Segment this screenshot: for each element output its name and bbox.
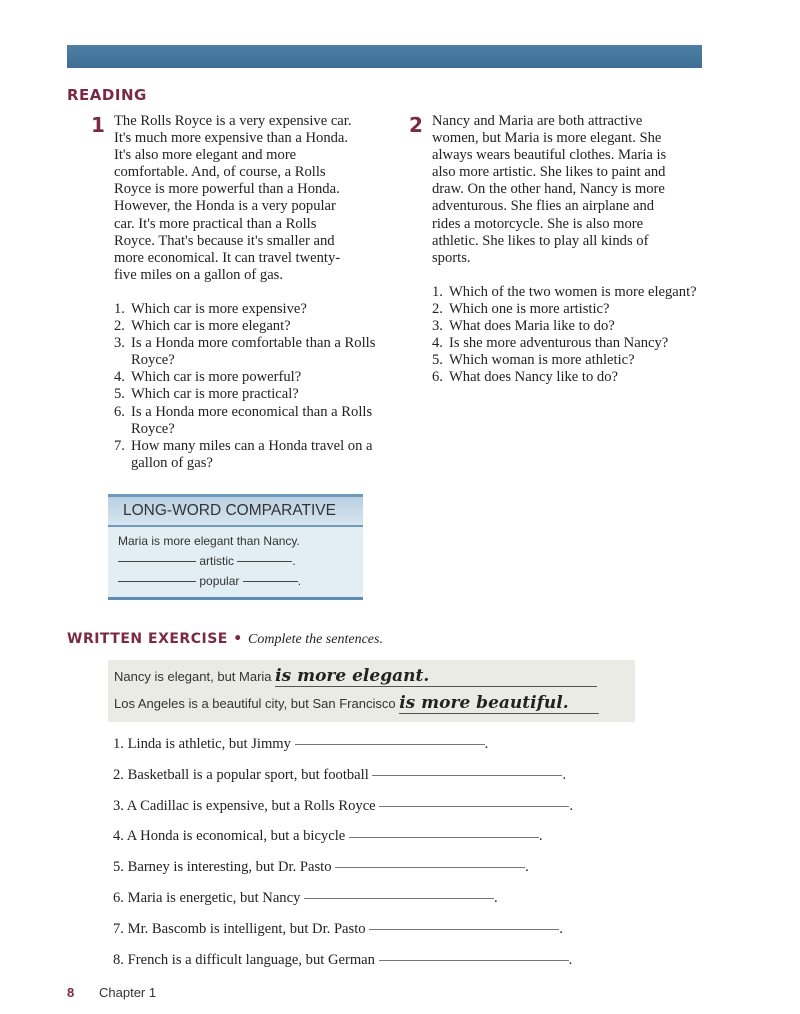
period: . [562, 766, 567, 783]
passage-line: Nancy and Maria are both attractive [432, 113, 643, 129]
exercise-item [113, 828, 573, 859]
passage-line: women, but Maria is more elegant. She [432, 130, 662, 147]
question-text: Which car is more powerful? [131, 369, 302, 386]
question-item [432, 318, 702, 335]
bullet: • [233, 631, 243, 647]
instruction: Complete the sentences. [248, 632, 383, 647]
page-number: 8 [67, 985, 75, 1000]
item-text: A Cadillac is expensive, but a Rolls Royce [126, 797, 376, 814]
item-text: A Honda is economical, but a bicycle [126, 828, 346, 845]
passage-line: rides a motorcycle. She is also more [432, 215, 644, 232]
period: . [494, 889, 498, 906]
written-exercise-heading [67, 631, 383, 648]
passage-1-questions [114, 301, 394, 472]
item-number: 1. [113, 736, 124, 752]
item-text: Barney is interesting, but Dr. Pasto [127, 859, 332, 876]
question-number: 7. [114, 437, 125, 454]
question-number: 2. [432, 300, 443, 317]
passage-line: However, the Honda is a very popular [114, 198, 336, 215]
exercise-item [113, 890, 573, 921]
question-number: 2. [114, 318, 125, 335]
passage-line: Royce. That's because it's smaller and [114, 232, 335, 249]
exercise-item [113, 798, 573, 829]
question-item [114, 318, 394, 335]
question-number: 3. [432, 318, 443, 335]
passage-2-questions [432, 284, 702, 387]
passage-line: draw. On the other hand, Nancy is more [432, 181, 665, 198]
example-box [108, 660, 635, 722]
question-text: Which of the two women is more elegant? [449, 283, 697, 300]
item-number: 8. [113, 951, 124, 968]
passage-line: adventurous. She flies an airplane and [432, 198, 655, 215]
item-number: 5. [113, 859, 124, 876]
passage-line: always wears beautiful clothes. Maria is [432, 147, 667, 164]
question-text: Which car is more elegant? [131, 318, 291, 335]
exercise-item [113, 921, 573, 952]
question-item [114, 438, 394, 472]
passage-1-number: 1 [91, 113, 105, 137]
question-item [432, 352, 702, 369]
passage-line: athletic. She likes to play all kinds of [432, 232, 649, 249]
question-item [114, 301, 394, 318]
answer-blank[interactable] [369, 929, 559, 930]
question-number: 5. [432, 352, 443, 369]
passage-1 [114, 113, 394, 472]
question-number: 3. [114, 335, 125, 352]
question-number: 4. [114, 369, 125, 386]
period: . [568, 951, 573, 968]
question-text: Which car is more practical? [131, 386, 299, 403]
box-example: Maria is more elegant than Nancy. [118, 534, 300, 548]
answer-blank[interactable] [379, 960, 569, 961]
item-text: Mr. Bascomb is intelligent, but Dr. Pasto [127, 920, 366, 937]
exercise-items [113, 736, 573, 982]
passage-line: sports. [432, 249, 471, 266]
period: . [559, 920, 563, 937]
question-text: What does Nancy like to do? [449, 369, 618, 386]
question-number: 5. [114, 386, 125, 403]
answer-blank[interactable] [349, 837, 539, 838]
example-2 [114, 693, 599, 714]
chapter-label: Chapter 1 [99, 985, 157, 1000]
example-prompt: Nancy is elegant, but Maria [114, 669, 272, 684]
passage-line: car. It's more practical than a Rolls [114, 215, 317, 232]
question-text: Is a Honda more economical than a Rolls Royce? [131, 403, 373, 437]
item-text: Basketball is a popular sport, but football [127, 766, 369, 783]
question-item [114, 404, 394, 438]
prompt-word: popular [199, 574, 240, 588]
question-number: 1. [432, 283, 443, 300]
question-number: 6. [114, 403, 125, 420]
answer-blank[interactable] [295, 744, 485, 745]
answer-blank[interactable] [304, 898, 494, 899]
example-prompt: Los Angeles is a beautiful city, but San Francisco [114, 696, 396, 711]
question-number: 1. [114, 300, 125, 317]
item-text: Maria is energetic, but Nancy [127, 889, 301, 906]
box-prompt-1 [108, 551, 363, 571]
question-text: Is a Honda more comfortable than a Rolls Royce? [131, 335, 376, 369]
item-number: 6. [113, 889, 124, 906]
box-prompt-2 [108, 571, 363, 591]
question-text: Which woman is more athletic? [449, 352, 635, 369]
exercise-item [113, 736, 573, 767]
period: . [484, 736, 489, 752]
passage-line: also more artistic. She likes to paint and [432, 164, 666, 181]
item-text: French is a difficult language, but German [127, 951, 375, 968]
answer-blank[interactable] [335, 867, 525, 868]
question-text: How many miles can a Honda travel on a gallon of gas? [131, 437, 373, 471]
item-text: Linda is athletic, but Jimmy [127, 736, 291, 752]
passage-line: It's also more elegant and more [114, 147, 297, 164]
question-number: 4. [432, 335, 443, 352]
heading-text: WRITTEN EXERCISE [67, 631, 228, 647]
example-1 [114, 666, 597, 687]
passage-line: five miles on a gallon of gas. [114, 266, 284, 283]
item-number: 3. [113, 797, 124, 814]
box-title: LONG-WORD COMPARATIVE [108, 494, 363, 527]
header-bar [67, 45, 702, 68]
question-item [432, 301, 702, 318]
item-number: 7. [113, 920, 124, 937]
passage-line: comfortable. And, of course, a Rolls [114, 164, 326, 181]
question-item [114, 369, 394, 386]
question-text: Is she more adventurous than Nancy? [449, 335, 669, 352]
prompt-word: artistic [199, 554, 235, 568]
passage-line: The Rolls Royce is a very expensive car. [114, 113, 352, 129]
item-number: 2. [113, 766, 124, 783]
question-text: Which one is more artistic? [449, 300, 610, 317]
period: . [538, 828, 543, 845]
answer-blank[interactable] [372, 775, 562, 776]
period: . [525, 859, 529, 876]
question-item [432, 284, 702, 301]
passage-1-text [114, 113, 394, 284]
exercise-item [113, 952, 573, 983]
period: . [569, 797, 573, 814]
passage-2-number: 2 [409, 113, 423, 137]
answer-blank[interactable] [379, 806, 569, 807]
period: . [297, 574, 302, 588]
passage-line: It's much more expensive than a Honda. [114, 130, 349, 147]
question-item [432, 335, 702, 352]
question-item [114, 386, 394, 403]
exercise-item [113, 859, 573, 890]
item-number: 4. [113, 828, 124, 845]
long-word-comparative-box [108, 494, 363, 600]
handwritten-answer: is more elegant. [275, 666, 597, 687]
question-number: 6. [432, 369, 443, 386]
passage-2-text [432, 113, 702, 267]
question-item [114, 335, 394, 369]
handwritten-answer: is more beautiful. [399, 693, 599, 714]
reading-heading: READING [67, 86, 147, 104]
passage-2 [432, 113, 702, 386]
passage-line: more economical. It can travel twenty- [114, 249, 341, 266]
question-item [432, 369, 702, 386]
question-text: Which car is more expensive? [131, 300, 307, 317]
exercise-item [113, 767, 573, 798]
period: . [292, 554, 296, 568]
passage-line: Royce is more powerful than a Honda. [114, 181, 340, 198]
question-text: What does Maria like to do? [449, 318, 615, 335]
